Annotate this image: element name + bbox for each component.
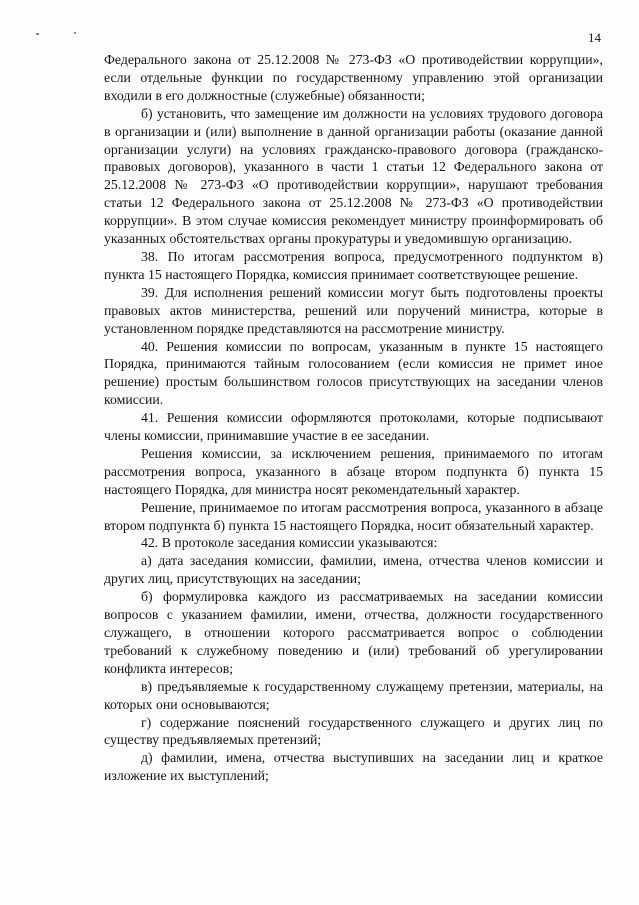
paragraph-42-b: б) формулировка каждого из рассматриваемых на заседании комиссии вопросов с указанием фамилии, имени, отчества, должности государственного служащего, в отношении которого рассматривается вопрос о соблюдении требований к служебному поведению и (или) требований об урегулировании конфликта интересов; [104, 589, 603, 676]
paragraph-40: 40. Решения комиссии по вопросам, указанным в пункте 15 настоящего Порядка, принимаются тайным голосованием (если комиссия не примет иное решение) простым большинством голосов присутствующих на заседании членов комиссии. [104, 338, 603, 408]
paragraph-42-d: д) фамилии, имена, отчества выступивших на заседании лиц и краткое изложение их выступлений; [104, 750, 603, 784]
paragraph-42-v: в) предъявляемые к государственному служащему претензии, материалы, на которых они основываются; [104, 678, 603, 712]
paragraph-41-second: Решения комиссии, за исключением решения, принимаемого по итогам рассмотрения вопроса, указанного в абзаце втором подпункта б) пункта 15 настоящего Порядка, для министра носят рекомендательный характер. [104, 445, 603, 497]
paragraph-subitem-b: б) установить, что замещение им должности на условиях трудового договора в организации и (или) выполнение в данной организации работы (оказание данной организации услуги) на условиях гражданско-правового договора (гражданско-правовых договоров), указанного в части 1 статьи 12 Федерального закона от 25.12.2008 № 273-ФЗ «О противодействии коррупции», нарушают требования статьи 12 Федерального закона от 25.12.2008 № 273-ФЗ «О противодействии коррупции». В этом случае комиссия рекомендует министру проинформировать об указанных обстоятельствах органы прокуратуры и уведомившую организацию. [104, 105, 603, 247]
paragraph-41: 41. Решения комиссии оформляются протоколами, которые подписывают члены комиссии, принимавшие участие в ее заседании. [104, 410, 603, 444]
scan-specks [34, 30, 94, 40]
paragraph-42-a: а) дата заседания комиссии, фамилии, имена, отчества членов комиссии и других лиц, присутствующих на заседании; [104, 553, 603, 587]
paragraph-42-g: г) содержание пояснений государственного служащего и других лиц по существу предъявляемых претензий; [104, 714, 603, 748]
paragraph-39: 39. Для исполнения решений комиссии могут быть подготовлены проекты правовых актов министерства, решений или поручений министра, которые в установленном порядке представляются на рассмотрение министру. [104, 284, 603, 336]
paragraph-continuation: Федерального закона от 25.12.2008 № 273-ФЗ «О противодействии коррупции», если отдельные функции по государственному управлению этой организации входили в его должностные (служебные) обязанности; [104, 52, 603, 103]
page-number: 14 [588, 30, 601, 45]
paragraph-41-third: Решение, принимаемое по итогам рассмотрения вопроса, указанного в абзаце втором подпункта б) пункта 15 настоящего Порядка, носит обязательный характер. [104, 499, 603, 533]
paragraph-38: 38. По итогам рассмотрения вопроса, предусмотренного подпунктом в) пункта 15 настоящего Порядка, комиссия принимает соответствующее решение. [104, 248, 603, 282]
paragraph-42: 42. В протоколе заседания комиссии указываются: [141, 535, 438, 551]
document-body [104, 51, 603, 785]
